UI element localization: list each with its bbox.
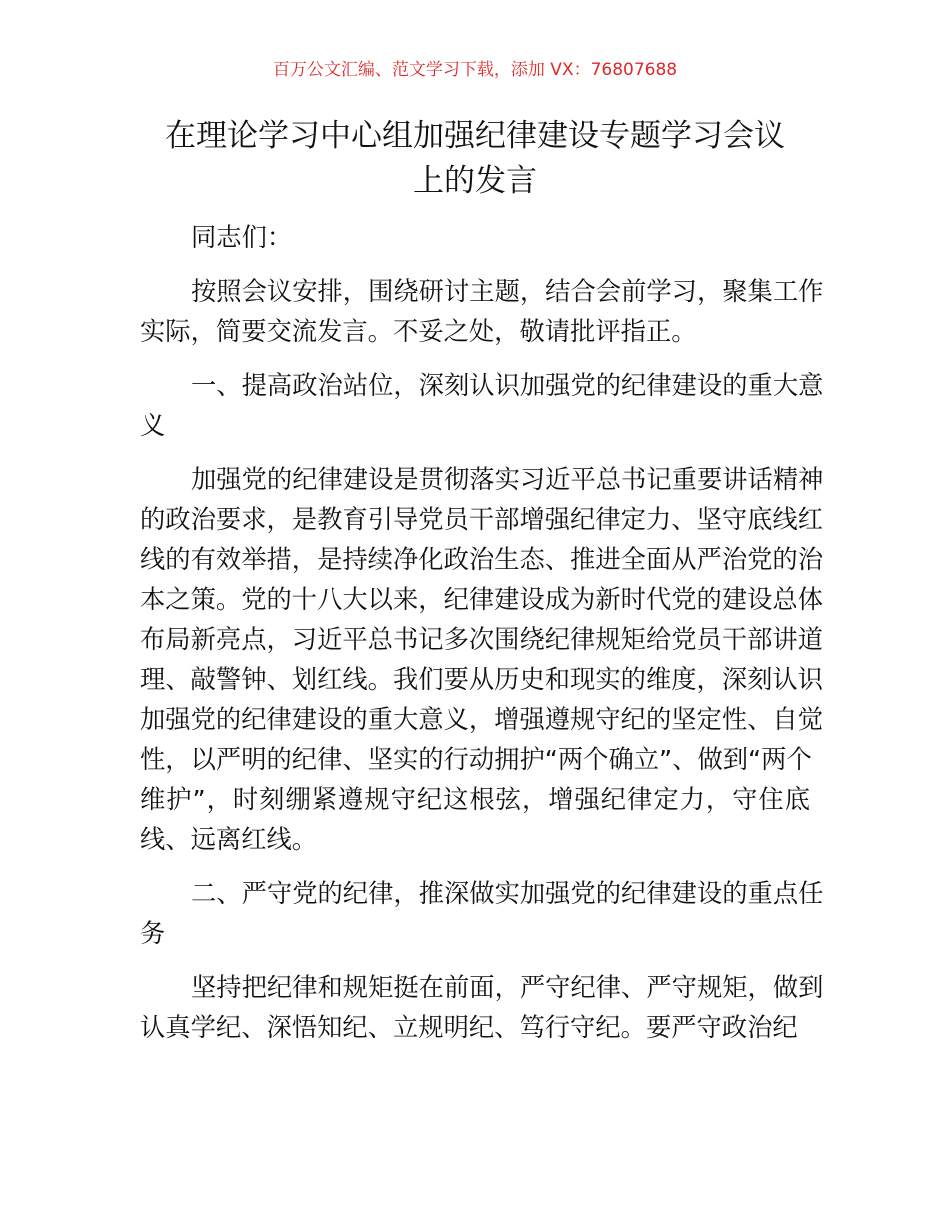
text-line: 加强党的纪律建设的重大意义，增强遵规守纪的坚定性、自觉 (140, 705, 824, 734)
text-line: 按照会议安排，围绕研讨主题，结合会前学习，聚集工作 (191, 277, 824, 306)
paragraph (140, 366, 824, 446)
document-body (140, 218, 824, 1062)
watermark-header: 百万公文汇编、范文学习下载，添加 VX：76807688 (272, 60, 678, 80)
text-line: 义 (140, 411, 166, 440)
text-line: 的政治要求，是教育引导党员干部增强纪律定力、坚守底线红 (140, 505, 824, 534)
text-line: 线的有效举措，是持续净化政治生态、推进全面从严治党的治 (140, 545, 824, 574)
paragraph (140, 874, 824, 954)
text-line: 二、严守党的纪律，推深做实加强党的纪律建设的重点任 (191, 879, 824, 908)
text-line: 布局新亮点，习近平总书记多次围绕纪律规矩给党员干部讲道 (140, 625, 824, 654)
paragraph (140, 218, 810, 258)
text-line: 本之策。党的十八大以来，纪律建设成为新时代党的建设总体 (140, 585, 824, 614)
text-line: 理、敲警钟、划红线。我们要从历史和现实的维度，深刻认识 (140, 665, 824, 694)
text-line: 加强党的纪律建设是贯彻落实习近平总书记重要讲话精神 (191, 465, 824, 494)
text-line: 同志们： (191, 223, 293, 252)
text-line: 一、提高政治站位，深刻认识加强党的纪律建设的重大意 (191, 371, 824, 400)
document-title (130, 114, 820, 204)
paragraph (140, 272, 824, 352)
text-line: 实际，简要交流发言。不妥之处，敬请批评指正。 (140, 317, 697, 346)
text-line: 务 (140, 919, 166, 948)
text-line: 线、远离红线。 (140, 825, 318, 854)
title-line: 在理论学习中心组加强纪律建设专题学习会议 (165, 118, 785, 154)
paragraph (140, 968, 824, 1048)
paragraph (140, 460, 824, 860)
title-line: 上的发言 (413, 163, 537, 199)
text-line: 维护”，时刻绷紧遵规守纪这根弦，增强纪律定力，守住底 (140, 785, 810, 814)
text-line: 性，以严明的纪律、坚实的行动拥护“两个确立”、做到“两个 (140, 745, 812, 774)
text-line: 坚持把纪律和规矩挺在前面，严守纪律、严守规矩，做到 (191, 973, 824, 1002)
text-line: 认真学纪、深悟知纪、立规明纪、笃行守纪。要严守政治纪 (140, 1013, 798, 1042)
